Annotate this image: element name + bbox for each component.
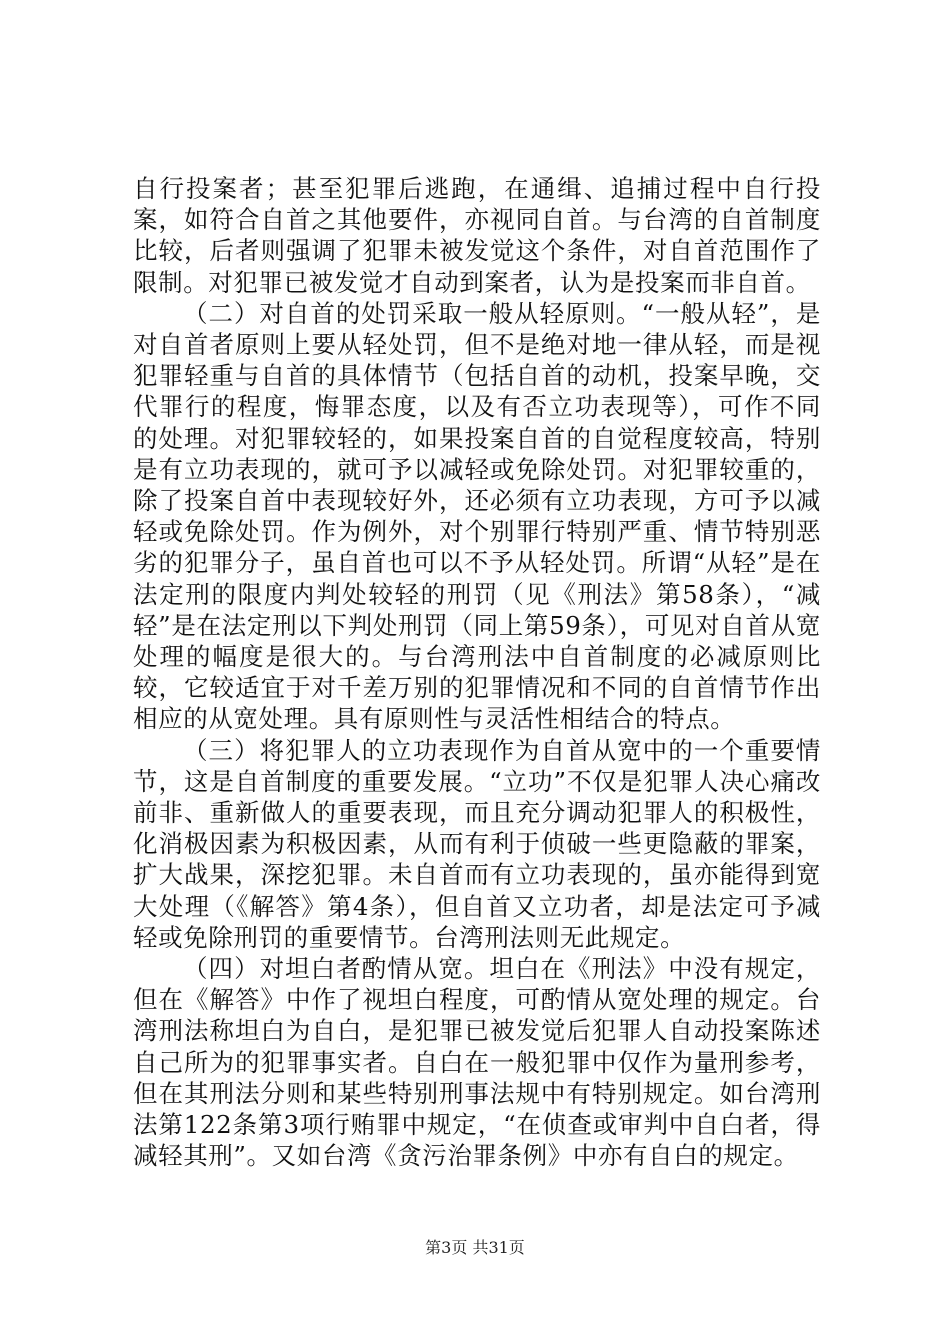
paragraph-section-2: （二）对自首的处罚采取一般从轻原则。“一般从轻”，是对自首者原则上要从轻处罚，但不是绝对地一律从轻，而是视犯罪轻重与自首的具体情节（包括自首的动机，投案早晚，交代罪行的程度，悔罪态度，以及有否立功表现等），可作不同的处理。对犯罪较轻的，如果投案自首的自觉程度较高，特别是有立功表现的，就可予以减轻或免除处罚。对犯罪较重的，除了投案自首中表现较好外，还必须有立功表现，方可予以减轻或免除处罚。作为例外，对个别罪行特别严重、情节特别恶劣的犯罪分子，虽自首也可以不予从轻处罚。所谓“从轻”是在法定刑的限度内判处较轻的刑罚（见《刑法》第58条），“减轻”是在法定刑以下判处刑罚（同上第59条），可见对自首从宽处理的幅度是很大的。与台湾刑法中自首制度的必减原则比较，它较适宜于对千差万别的犯罪情况和不同的自首情节作出相应的从宽处理。具有原则性与灵活性相结合的特点。 xyxy=(133,298,821,734)
document-body xyxy=(133,173,821,1172)
paragraph-continuation: 自行投案者；甚至犯罪后逃跑，在通缉、追捕过程中自行投案，如符合自首之其他要件，亦视同自首。与台湾的自首制度比较，后者则强调了犯罪未被发觉这个条件，对自首范围作了限制。对犯罪已被发觉才自动到案者，认为是投案而非自首。 xyxy=(133,174,821,297)
paragraph-section-3: （三）将犯罪人的立功表现作为自首从宽中的一个重要情节，这是自首制度的重要发展。“立功”不仅是犯罪人决心痛改前非、重新做人的重要表现，而且充分调动犯罪人的积极性，化消极因素为积极因素，从而有利于侦破一些更隐蔽的罪案，扩大战果，深挖犯罪。未自首而有立功表现的，虽亦能得到宽大处理（《解答》第4条），但自首又立功者，却是法定可予减轻或免除刑罚的重要情节。台湾刑法则无此规定。 xyxy=(133,735,821,952)
paragraph-section-4: （四）对坦白者酌情从宽。坦白在《刑法》中没有规定，但在《解答》中作了视坦白程度，可酌情从宽处理的规定。台湾刑法称坦白为自白，是犯罪已被发觉后犯罪人自动投案陈述自己所为的犯罪事实者。自白在一般犯罪中仅作为量刑参考，但在其刑法分则和某些特别刑事法规中有特别规定。如台湾刑法第122条第3项行贿罪中规定，“在侦查或审判中自白者，得减轻其刑”。又如台湾《贪污治罪条例》中亦有自白的规定。 xyxy=(133,954,821,1171)
page-number-footer: 第3页 共31页 xyxy=(425,1238,525,1257)
